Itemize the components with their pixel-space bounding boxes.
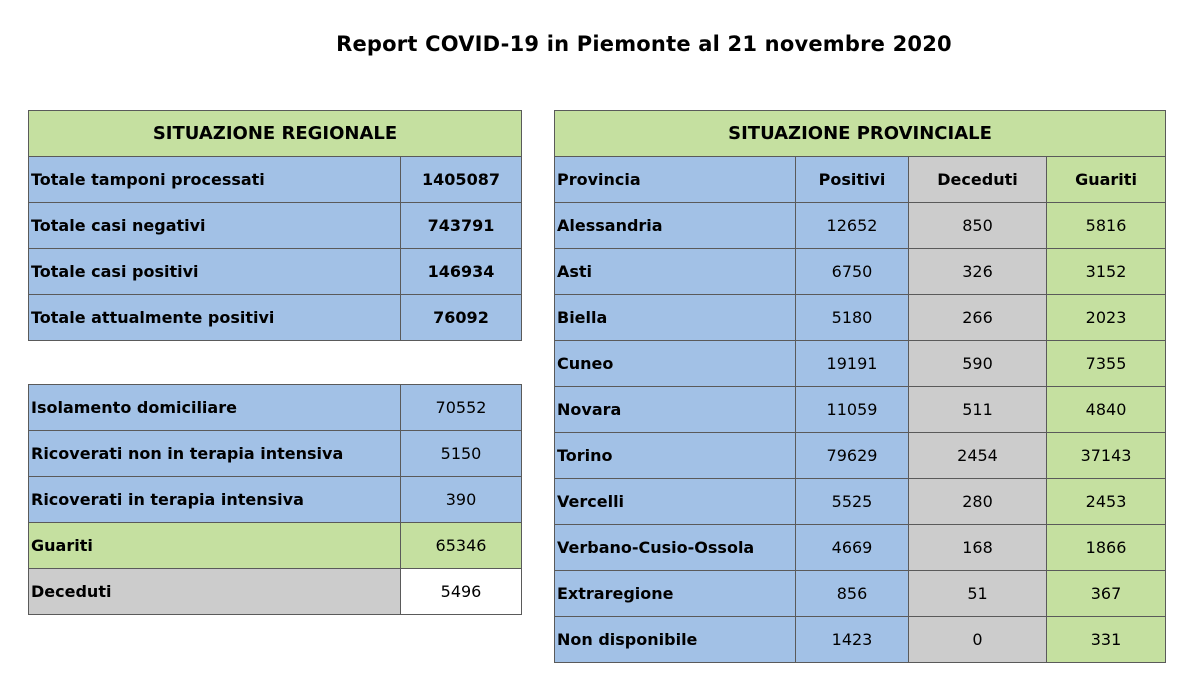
- row-label: Deceduti: [29, 569, 401, 615]
- positivi-cell: 5525: [796, 479, 909, 525]
- row-value: 65346: [401, 523, 522, 569]
- guariti-cell: 3152: [1047, 249, 1166, 295]
- table-row: [555, 203, 1166, 249]
- positivi-cell: 12652: [796, 203, 909, 249]
- guariti-cell: 331: [1047, 617, 1166, 663]
- provincia-cell: Verbano-Cusio-Ossola: [555, 525, 796, 571]
- provincial-header: SITUAZIONE PROVINCIALE: [555, 111, 1166, 157]
- table-row: [29, 569, 522, 615]
- positivi-cell: 79629: [796, 433, 909, 479]
- regional-header: SITUAZIONE REGIONALE: [29, 111, 522, 157]
- provincia-cell: Torino: [555, 433, 796, 479]
- row-value: 76092: [401, 295, 522, 341]
- table-row: [29, 477, 522, 523]
- row-label: Totale casi positivi: [29, 249, 401, 295]
- provincia-cell: Biella: [555, 295, 796, 341]
- provincia-cell: Cuneo: [555, 341, 796, 387]
- positivi-cell: 1423: [796, 617, 909, 663]
- column-header-positivi: Positivi: [796, 157, 909, 203]
- positivi-cell: 6750: [796, 249, 909, 295]
- provincia-cell: Novara: [555, 387, 796, 433]
- row-label: Totale casi negativi: [29, 203, 401, 249]
- report-title: Report COVID-19 in Piemonte al 21 novembre 2020: [336, 32, 952, 56]
- table-row: [29, 431, 522, 477]
- table-row: [555, 295, 1166, 341]
- provincia-cell: Alessandria: [555, 203, 796, 249]
- table-row: [29, 249, 522, 295]
- positivi-cell: 856: [796, 571, 909, 617]
- guariti-cell: 7355: [1047, 341, 1166, 387]
- row-label: Isolamento domiciliare: [29, 385, 401, 431]
- table-row: [29, 523, 522, 569]
- positivi-cell: 11059: [796, 387, 909, 433]
- regional-table: [28, 110, 522, 341]
- positivi-cell: 19191: [796, 341, 909, 387]
- row-value: 5496: [401, 569, 522, 615]
- deceduti-cell: 266: [909, 295, 1047, 341]
- provincia-cell: Vercelli: [555, 479, 796, 525]
- row-label: Totale attualmente positivi: [29, 295, 401, 341]
- table-row: [555, 617, 1166, 663]
- table-row: [555, 433, 1166, 479]
- column-header-deceduti: Deceduti: [909, 157, 1047, 203]
- row-value: 390: [401, 477, 522, 523]
- table-row: [555, 387, 1166, 433]
- row-value: 1405087: [401, 157, 522, 203]
- deceduti-cell: 51: [909, 571, 1047, 617]
- table-row: [29, 157, 522, 203]
- deceduti-cell: 511: [909, 387, 1047, 433]
- guariti-cell: 4840: [1047, 387, 1166, 433]
- guariti-cell: 37143: [1047, 433, 1166, 479]
- deceduti-cell: 0: [909, 617, 1047, 663]
- row-value: 146934: [401, 249, 522, 295]
- guariti-cell: 2453: [1047, 479, 1166, 525]
- guariti-cell: 2023: [1047, 295, 1166, 341]
- provincial-table: [554, 110, 1166, 663]
- table-row: [555, 249, 1166, 295]
- table-row: [555, 479, 1166, 525]
- table-row: [29, 203, 522, 249]
- provincia-cell: Non disponibile: [555, 617, 796, 663]
- deceduti-cell: 590: [909, 341, 1047, 387]
- table-row: [29, 295, 522, 341]
- column-header-provincia: Provincia: [555, 157, 796, 203]
- column-header-row: [555, 157, 1166, 203]
- row-value: 743791: [401, 203, 522, 249]
- row-label: Ricoverati in terapia intensiva: [29, 477, 401, 523]
- row-value: 70552: [401, 385, 522, 431]
- deceduti-cell: 2454: [909, 433, 1047, 479]
- deceduti-cell: 326: [909, 249, 1047, 295]
- provincia-cell: Asti: [555, 249, 796, 295]
- deceduti-cell: 280: [909, 479, 1047, 525]
- regional-breakdown-table: [28, 384, 522, 615]
- table-row: [555, 525, 1166, 571]
- guariti-cell: 1866: [1047, 525, 1166, 571]
- row-label: Ricoverati non in terapia intensiva: [29, 431, 401, 477]
- deceduti-cell: 850: [909, 203, 1047, 249]
- guariti-cell: 5816: [1047, 203, 1166, 249]
- deceduti-cell: 168: [909, 525, 1047, 571]
- positivi-cell: 5180: [796, 295, 909, 341]
- table-row: [555, 571, 1166, 617]
- column-header-guariti: Guariti: [1047, 157, 1166, 203]
- positivi-cell: 4669: [796, 525, 909, 571]
- row-label: Totale tamponi processati: [29, 157, 401, 203]
- provincia-cell: Extraregione: [555, 571, 796, 617]
- guariti-cell: 367: [1047, 571, 1166, 617]
- row-value: 5150: [401, 431, 522, 477]
- table-row: [555, 341, 1166, 387]
- table-row: [29, 385, 522, 431]
- row-label: Guariti: [29, 523, 401, 569]
